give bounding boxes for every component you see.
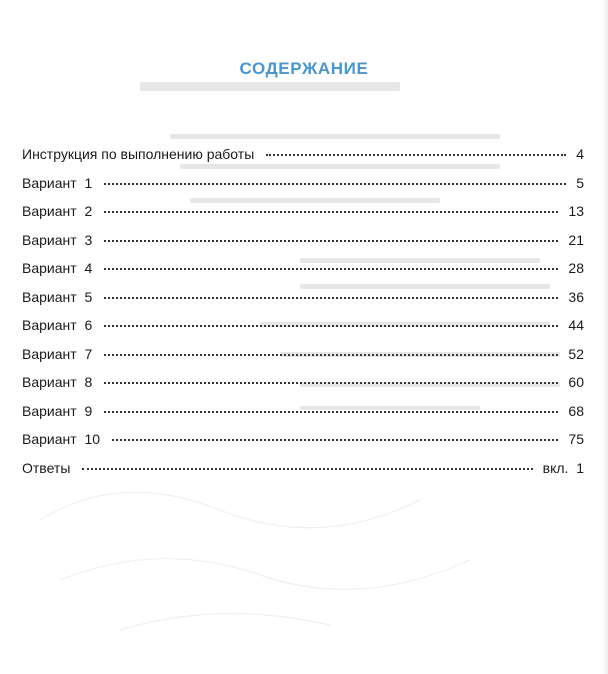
toc-dot-leader <box>104 411 558 413</box>
toc-entry <box>22 175 584 204</box>
toc-entry <box>22 460 584 489</box>
toc-entry-page: 44 <box>568 317 584 333</box>
toc-entry <box>22 431 584 460</box>
toc-entry-page: 36 <box>568 288 584 305</box>
toc-entry <box>22 289 584 318</box>
toc-entry <box>22 203 584 232</box>
toc-dot-leader <box>104 240 558 242</box>
toc-entry-page: вкл. 1 <box>542 459 584 476</box>
toc-entry-label: Вариант 9 <box>22 402 93 419</box>
toc-entry-label: Вариант 1 <box>22 174 93 191</box>
toc-entry-label: Вариант 2 <box>22 203 93 219</box>
toc-dot-leader <box>82 468 532 470</box>
toc-entry-label: Вариант 6 <box>22 317 93 333</box>
toc-entry-label: Вариант 3 <box>22 231 93 248</box>
toc-dot-leader <box>104 268 558 270</box>
toc-entry-page: 75 <box>568 431 584 447</box>
toc-entry-label: Вариант 8 <box>22 374 93 390</box>
toc-dot-leader <box>104 325 558 327</box>
toc-dot-leader <box>104 297 558 299</box>
toc-entry-label: Вариант 10 <box>22 431 101 447</box>
toc-entry <box>22 346 584 375</box>
toc-entry <box>22 374 584 403</box>
toc-dot-leader <box>104 354 558 356</box>
toc-entry <box>22 232 584 261</box>
toc-entry <box>22 260 584 289</box>
toc-entry-label: Ответы <box>22 459 71 476</box>
toc-entry-page: 21 <box>568 231 584 248</box>
table-of-contents <box>22 146 584 488</box>
toc-entry-label: Вариант 7 <box>22 345 93 362</box>
toc-entry-page: 60 <box>568 374 584 390</box>
toc-dot-leader <box>104 211 558 213</box>
page-edge-shadow <box>602 0 608 674</box>
toc-entry-page: 13 <box>568 203 584 219</box>
toc-entry-label: Вариант 4 <box>22 260 93 276</box>
toc-entry-page: 4 <box>576 146 584 162</box>
toc-dot-leader <box>104 382 558 384</box>
toc-dot-leader <box>104 183 566 185</box>
toc-entry-page: 5 <box>576 174 584 191</box>
toc-dot-leader <box>112 439 558 441</box>
page-title: СОДЕРЖАНИЕ <box>239 59 369 79</box>
toc-entry <box>22 403 584 432</box>
toc-entry-label: Инструкция по выполнению работы <box>22 146 255 162</box>
toc-entry-page: 52 <box>568 345 584 362</box>
toc-entry <box>22 146 584 175</box>
toc-dot-leader <box>266 154 566 156</box>
toc-entry-label: Вариант 5 <box>22 288 93 305</box>
toc-entry-page: 28 <box>568 260 584 276</box>
toc-entry-page: 68 <box>568 402 584 419</box>
toc-entry <box>22 317 584 346</box>
